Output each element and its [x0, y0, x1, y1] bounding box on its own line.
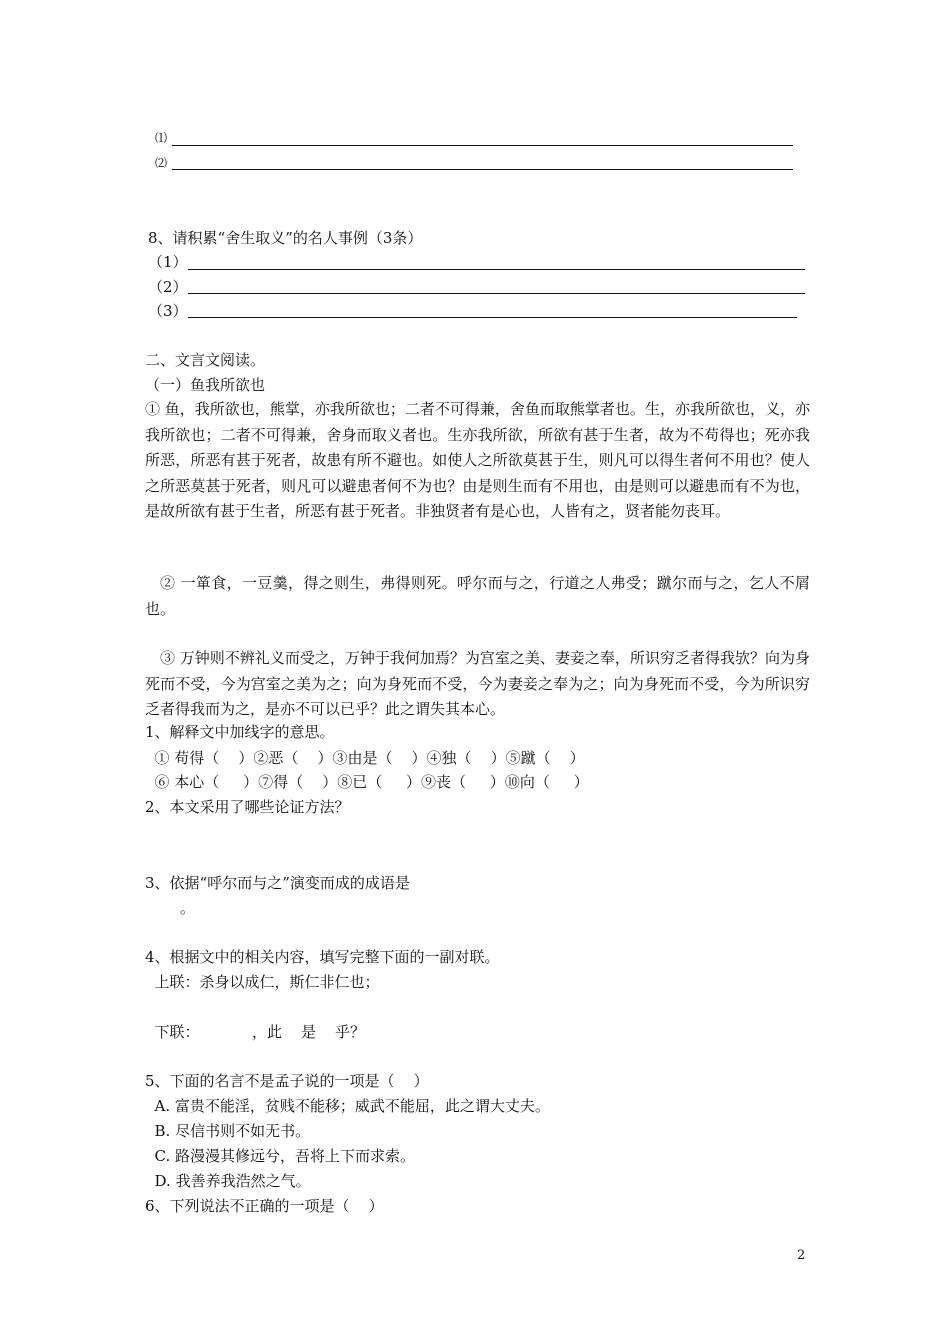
q5-option-d: D. 我善养我浩然之气。 [145, 1172, 311, 1190]
q4-upper-couplet: 上联：杀身以成仁，斯仁非仁也； [145, 973, 380, 991]
q4-lower-couplet: 下联： ，此 是 乎？ [145, 1023, 366, 1041]
q8-item-1-label: （1） [148, 253, 188, 271]
answer-line-2[interactable] [172, 169, 793, 170]
q3-end-mark: 。 [180, 899, 196, 917]
q8-item-3-label: （3） [148, 302, 188, 320]
q6-prompt: 6、下列说法不正确的一项是（ ） [145, 1197, 384, 1215]
q8-answer-line-3[interactable] [188, 317, 797, 318]
q8-answer-line-2[interactable] [188, 293, 805, 294]
blank-label-2: ⑵ [155, 156, 168, 170]
q1-row-1: ① 苟得（ ）②恶（ ）③由是（ ）④独（ ）⑤蹴（ ） [145, 749, 585, 767]
passage-paragraph-2: ② 一箪食，一豆羹，得之则生，弗得则死。呼尔而与之，行道之人弗受；蹴尔而与之，乞人不屑也。 [145, 574, 810, 618]
section2-subheading: （一）鱼我所欲也 [145, 376, 266, 394]
q8-item-2-label: （2） [148, 278, 188, 296]
q8-title: 8、请积累“舍生取义”的名人事例（3条） [148, 229, 423, 247]
passage-paragraph-1: ① 鱼，我所欲也，熊掌，亦我所欲也；二者不可得兼，舍鱼而取熊掌者也。生，亦我所欲也，义，亦我所欲也；二者不可得兼，舍身而取义者也。生亦我所欲，所欲有甚于生者，故为不苟得也；死亦我所恶，所恶有甚于死者，故患有所不避也。如使人之所欲莫甚于生，则凡可以得生者何不用也？使人之所恶莫甚于死者，则凡可以避患者何不为也？由是则生而有不用也，由是则可以避患而有不为也，是故所欲有甚于生者，所恶有甚于死者。非独贤者有是心也，人皆有之，贤者能勿丧耳。 [145, 400, 810, 520]
q1-prompt: 1、解释文中加线字的意思。 [145, 723, 335, 741]
q3-prompt: 3、依据“呼尔而与之”演变而成的成语是 [145, 874, 410, 892]
passage-paragraph-3: ③ 万钟则不辨礼义而受之，万钟于我何加焉？为宫室之美、妻妾之奉，所识穷乏者得我欤？向为身死而不受，今为宫室之美为之；向为身死而不受，今为妻妾之奉为之；向为身死而不受，今为所识穷乏者得我而为之，是亦不可以已乎？此之谓失其本心。 [145, 649, 810, 718]
answer-line-1[interactable] [172, 145, 793, 146]
section2-heading: 二、文言文阅读。 [145, 351, 266, 369]
q5-prompt: 5、下面的名言不是孟子说的一项是（ ） [145, 1072, 429, 1090]
q4-prompt: 4、根据文中的相关内容，填写完整下面的一副对联。 [145, 948, 500, 966]
q5-option-b: B. 尽信书则不如无书。 [145, 1122, 311, 1140]
q2-prompt: 2、本文采用了哪些论证方法？ [145, 798, 350, 816]
q5-option-a: A. 富贵不能淫，贫贱不能移；威武不能屈，此之谓大丈夫。 [145, 1097, 550, 1115]
page-number: 2 [797, 1248, 806, 1263]
q8-answer-line-1[interactable] [188, 269, 805, 270]
q1-row-2: ⑥ 本心（ ）⑦得（ ）⑧已（ ）⑨丧（ ）⑩向（ ） [145, 773, 589, 791]
blank-label-1: ⑴ [155, 131, 168, 145]
q5-option-c: C. 路漫漫其修远兮，吾将上下而求索。 [145, 1147, 416, 1165]
